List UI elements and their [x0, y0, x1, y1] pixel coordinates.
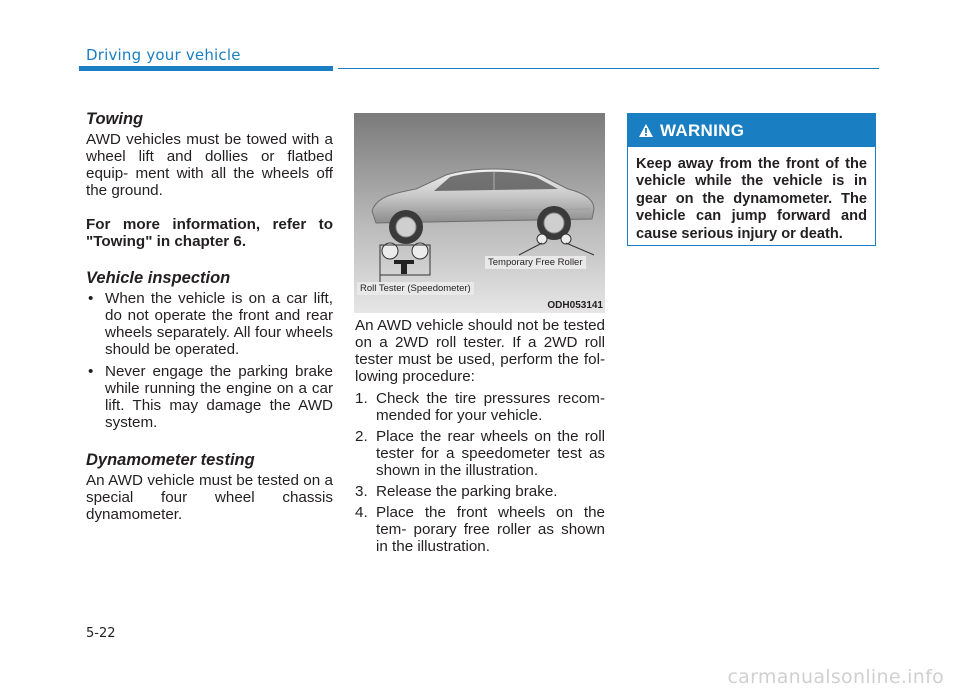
label-roll-tester: Roll Tester (Speedometer)	[357, 282, 474, 295]
page-number: 5-22	[86, 626, 116, 641]
middle-column	[355, 317, 605, 559]
step-number: 2.	[355, 428, 368, 445]
step-number: 1.	[355, 390, 368, 407]
bullet-text: When the vehicle is on a car lift, do not operate the front and rear wheels separately. All four wheels should be operated.	[105, 290, 333, 358]
bullet-dot: •	[88, 363, 94, 380]
list-item	[355, 483, 605, 500]
warning-box	[627, 113, 876, 246]
towing-heading: Towing	[86, 110, 144, 128]
bullet-dot: •	[88, 290, 94, 307]
dynamometer-heading: Dynamometer testing	[86, 451, 255, 469]
warning-triangle-icon	[638, 123, 654, 138]
warning-title: WARNING	[660, 121, 745, 140]
procedure-steps	[355, 390, 605, 555]
warning-header	[628, 114, 875, 147]
list-item	[355, 504, 605, 555]
step-text: Place the front wheels on the tem- porary free roller as shown in the illustration.	[376, 504, 605, 555]
step-text: Check the tire pressures recom- mended for your vehicle.	[376, 390, 605, 424]
bullet-text: Never engage the parking brake while running the engine on a car lift. This may damage the AWD system.	[105, 363, 333, 431]
step-number: 3.	[355, 483, 368, 500]
step-number: 4.	[355, 504, 368, 521]
list-item	[86, 290, 333, 358]
dynamometer-text: An AWD vehicle must be tested on a special four wheel chassis dynamometer.	[86, 472, 333, 523]
watermark: carmanualsonline.info	[727, 666, 944, 688]
warning-text: Keep away from the front of the vehicle while the vehicle is in gear on the dynamometer. The vehicle can jump forward and cause serious injury or death.	[636, 156, 867, 242]
list-item	[355, 390, 605, 424]
roll-tester-intro: An AWD vehicle should not be tested on a 2WD roll tester. If a 2WD roll tester must be used, perform the fol- lowing procedure:	[355, 317, 605, 385]
left-column	[86, 111, 333, 523]
towing-text: AWD vehicles must be towed with a wheel lift and dollies or flatbed equip- ment with all the wheels off the ground.	[86, 131, 333, 199]
header-rule-thick	[79, 66, 333, 71]
inspection-heading: Vehicle inspection	[86, 269, 231, 287]
inspection-list	[86, 290, 333, 431]
step-text: Release the parking brake.	[376, 483, 558, 500]
figure-code: ODH053141	[547, 300, 603, 311]
towing-reference: For more information, refer to "Towing" in chapter 6.	[86, 216, 333, 250]
label-temporary-free-roller: Temporary Free Roller	[485, 256, 586, 269]
header-rule-thin	[338, 68, 879, 69]
section-title: Driving your vehicle	[86, 46, 241, 64]
list-item	[355, 428, 605, 479]
list-item	[86, 363, 333, 431]
step-text: Place the rear wheels on the roll tester for a speedometer test as shown in the illustration.	[376, 428, 605, 479]
dynamometer-illustration	[354, 113, 605, 313]
